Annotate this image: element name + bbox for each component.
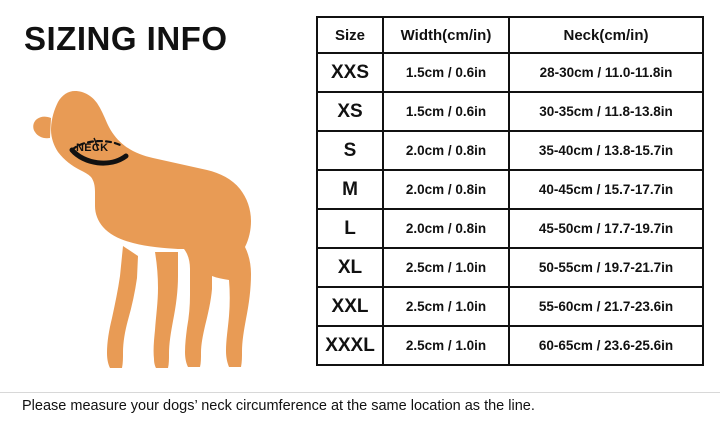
size-chart-table xyxy=(316,16,704,366)
cell-width: 2.5cm / 1.0in xyxy=(383,248,509,287)
page-title: SIZING INFO xyxy=(24,20,228,57)
cell-width: 2.0cm / 0.8in xyxy=(383,170,509,209)
column-header-neck: Neck(cm/in) xyxy=(509,17,703,53)
dog-silhouette-icon xyxy=(18,80,308,380)
column-header-size: Size xyxy=(317,17,383,53)
footer-divider xyxy=(0,392,720,393)
table-row xyxy=(317,248,703,287)
table-row xyxy=(317,326,703,365)
cell-width: 2.0cm / 0.8in xyxy=(383,131,509,170)
cell-neck: 60-65cm / 23.6-25.6in xyxy=(509,326,703,365)
dog-body-shape xyxy=(33,91,251,368)
cell-width: 2.5cm / 1.0in xyxy=(383,287,509,326)
cell-size: XXS xyxy=(317,53,383,92)
table-row xyxy=(317,287,703,326)
cell-size: S xyxy=(317,131,383,170)
neck-label: NECK xyxy=(76,142,109,154)
measurement-note: Please measure your dogs’ neck circumference at the same location as the line. xyxy=(22,398,535,414)
dog-illustration xyxy=(18,80,308,380)
table-row xyxy=(317,131,703,170)
cell-size: XXXL xyxy=(317,326,383,365)
table-row xyxy=(317,209,703,248)
cell-size: XS xyxy=(317,92,383,131)
table-body xyxy=(317,53,703,365)
cell-neck: 35-40cm / 13.8-15.7in xyxy=(509,131,703,170)
cell-neck: 55-60cm / 21.7-23.6in xyxy=(509,287,703,326)
table-row xyxy=(317,170,703,209)
cell-size: XXL xyxy=(317,287,383,326)
cell-neck: 50-55cm / 19.7-21.7in xyxy=(509,248,703,287)
cell-width: 1.5cm / 0.6in xyxy=(383,53,509,92)
cell-size: L xyxy=(317,209,383,248)
column-header-width: Width(cm/in) xyxy=(383,17,509,53)
cell-size: M xyxy=(317,170,383,209)
cell-width: 2.0cm / 0.8in xyxy=(383,209,509,248)
cell-neck: 30-35cm / 11.8-13.8in xyxy=(509,92,703,131)
cell-width: 2.5cm / 1.0in xyxy=(383,326,509,365)
cell-neck: 28-30cm / 11.0-11.8in xyxy=(509,53,703,92)
table-header xyxy=(317,17,703,53)
cell-width: 1.5cm / 0.6in xyxy=(383,92,509,131)
cell-neck: 45-50cm / 17.7-19.7in xyxy=(509,209,703,248)
table-row xyxy=(317,53,703,92)
cell-size: XL xyxy=(317,248,383,287)
cell-neck: 40-45cm / 15.7-17.7in xyxy=(509,170,703,209)
table-row xyxy=(317,92,703,131)
table-header-row xyxy=(317,17,703,53)
